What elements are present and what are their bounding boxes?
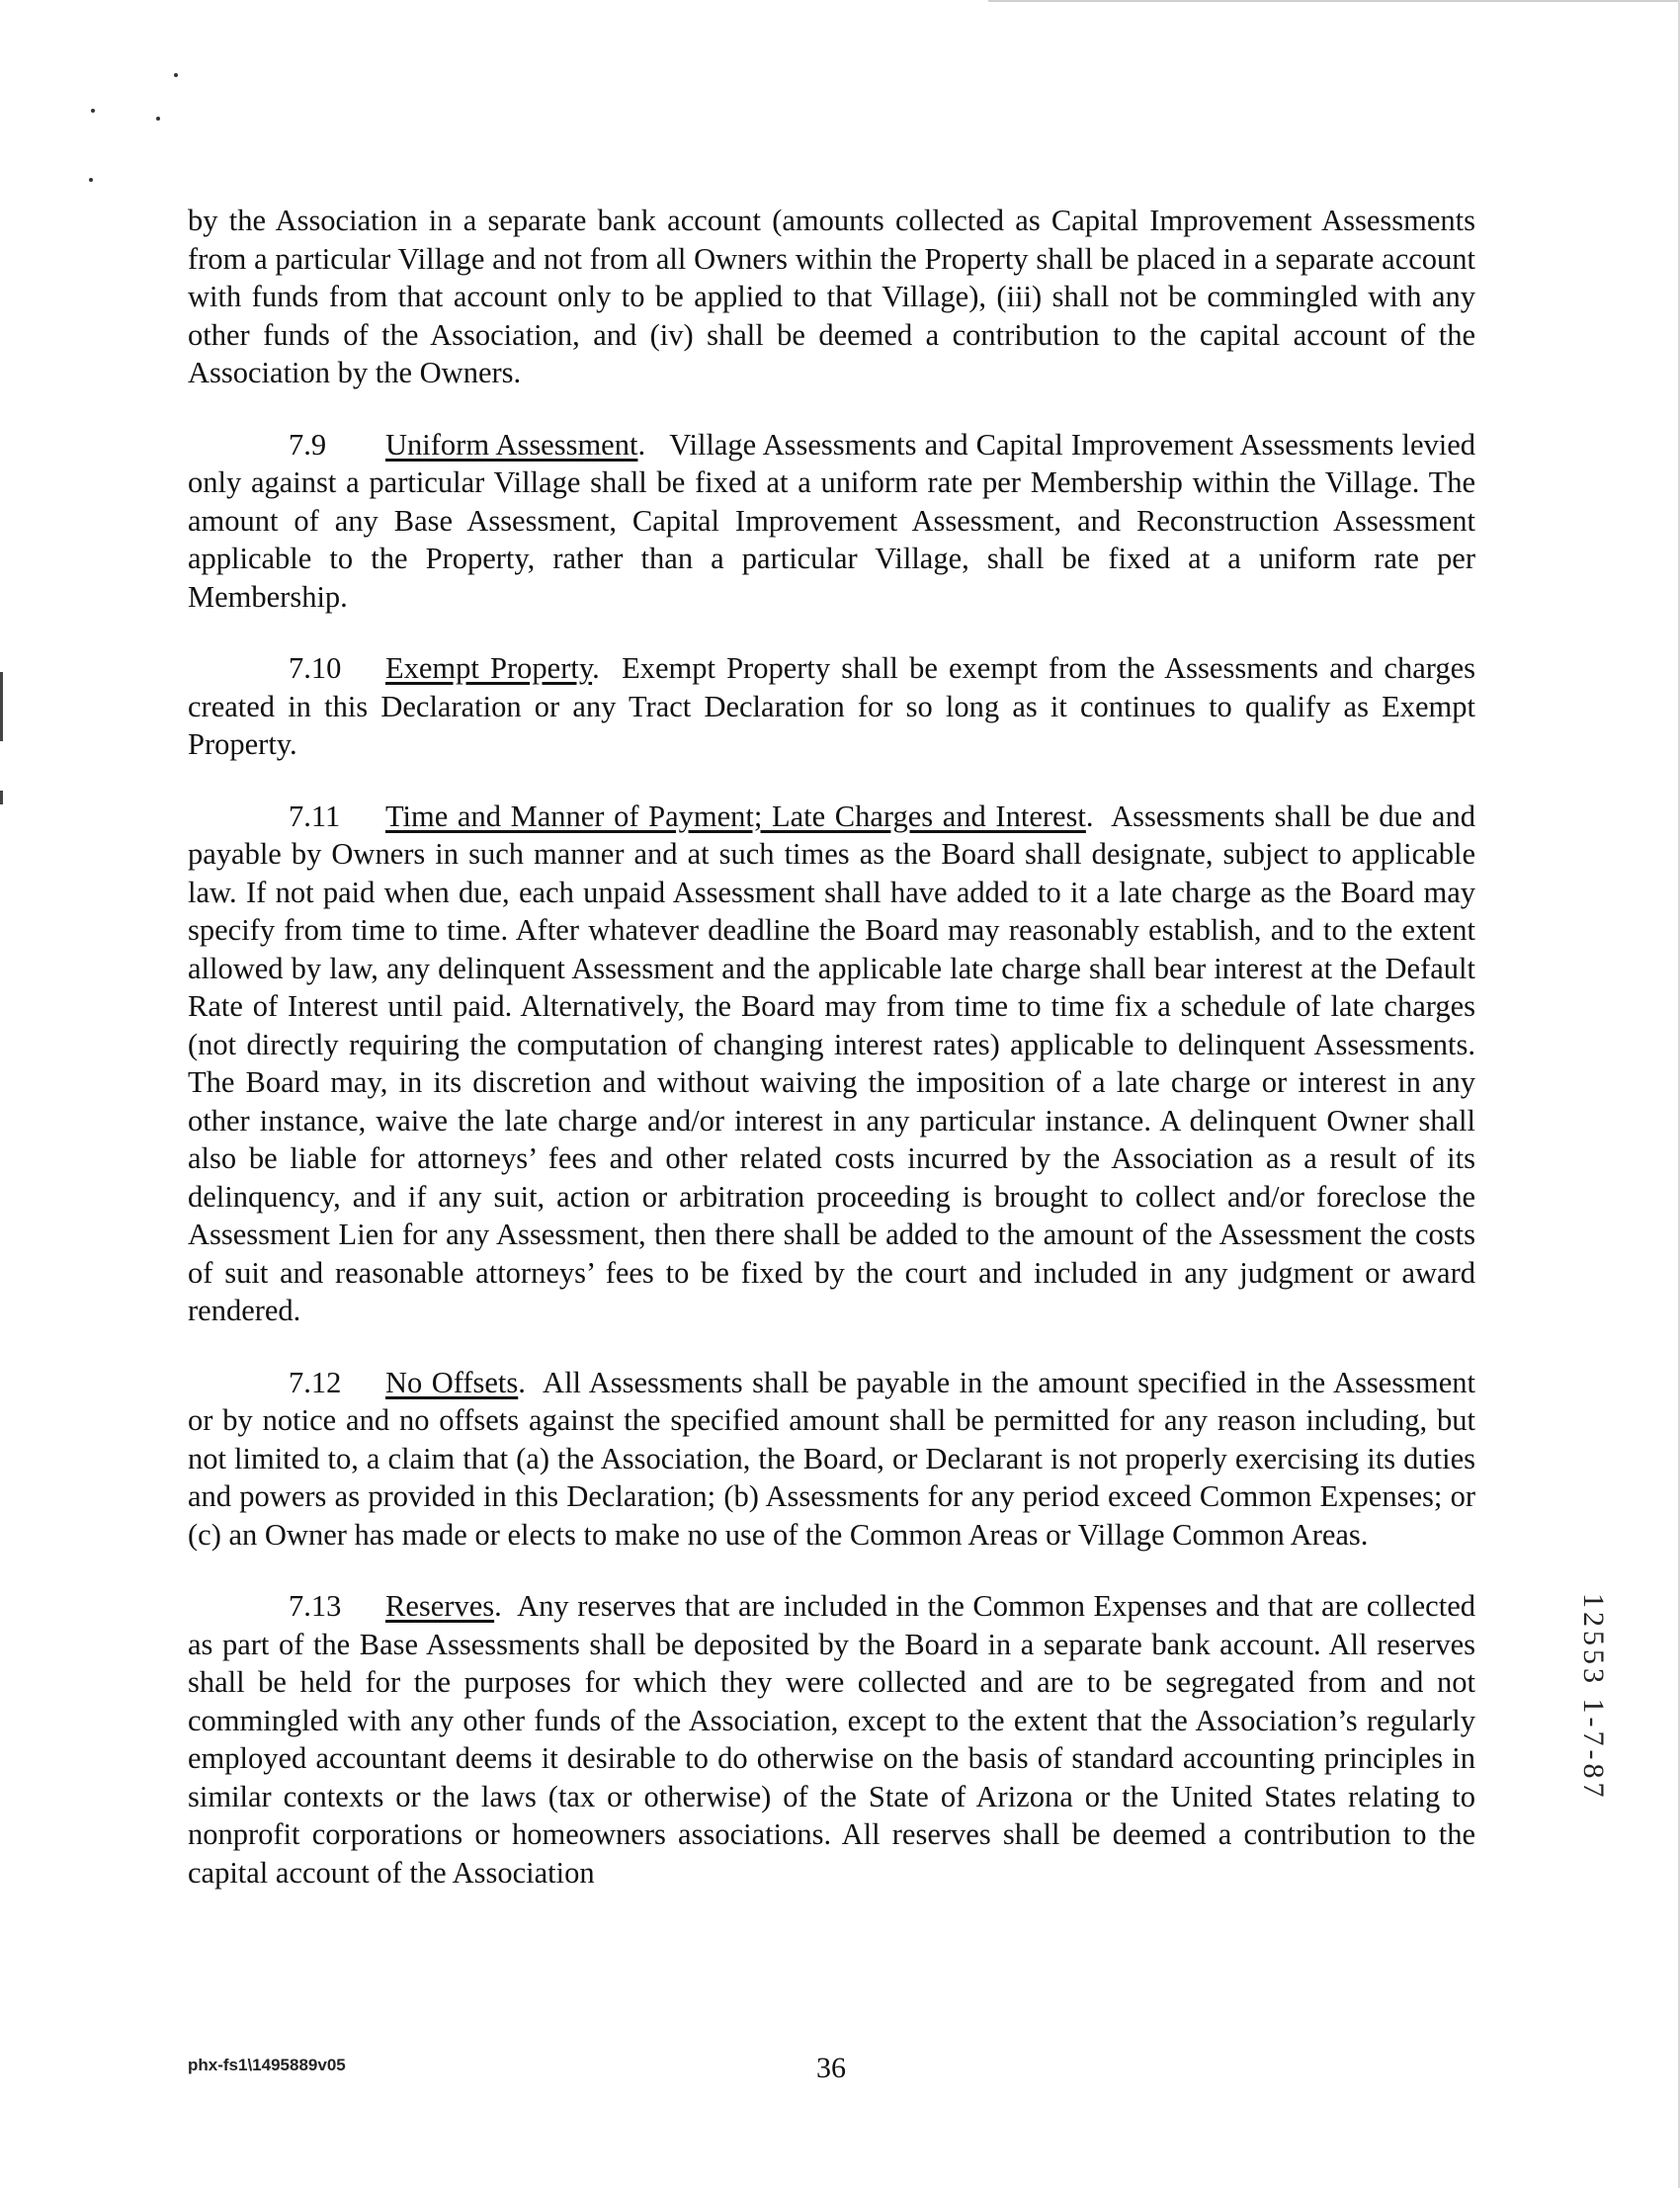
recording-stamp bbox=[1576, 1593, 1616, 1969]
footer-document-id: phx-fs1\1495889v05 bbox=[188, 2056, 346, 2074]
section-text: Any reserves that are included in the Common Expenses and that are collected as part of the Base Assessments shall be deposited by the Board in a separate bank account. All reserves shall be held for the purposes for which they were collected and are to be segregated from and not commingled with any other funds of the Association, except to the extent that the Association’s regularly employed accountant deems it desirable to do otherwise on the basis of standard accounting principles in similar contexts or the laws (tax or otherwise) of the State of Arizona or the United States relating to nonprofit corporations or homeowners associations. All reserves shall be deemed a contribution to the capital account of the Association bbox=[188, 1589, 1475, 1890]
page-number: 36 bbox=[816, 2052, 846, 2084]
section-heading: Exempt Property bbox=[385, 651, 593, 685]
scan-speck bbox=[174, 73, 178, 77]
section-7-9: 7.9 Uniform Assessment. Village Assessments and Capital Improvement Assessments levied only against a particular Village shall be fixed at a uniform rate per Membership within the Village. The amount of any Base Assessment, Capital Improvement Assessment, and Reconstruction Assessment applicable to the Property, rather than a particular Village, shall be fixed at a uniform rate per Membership. bbox=[188, 427, 1476, 614]
section-7-12: 7.12 No Offsets. All Assessments shall be payable in the amount specified in the Assessment or by notice and no offsets against the specified amount shall be permitted for any reason including, but not limited to, a claim that (a) the Association, the Board, or Declarant is not properly exercising its duties and powers as provided in this Declaration; (b) Assessments for any period exceed Common Expenses; or (c) an Owner has made or elects to make no use of the Common Areas or Village Common Areas. bbox=[188, 1365, 1475, 1552]
section-heading: Time and Manner of Payment; Late Charges and Interest bbox=[385, 799, 1086, 833]
section-text: Village Assessments and Capital Improvement Assessments levied only against a particular Village shall be fixed at a uniform rate per Membership within the Village. The amount of any Base Assessment, Capital Improvement Assessment, and Reconstruction Assessment applicable to the Property, rather than a particular Village, shall be fixed at a uniform rate per Membership. bbox=[188, 427, 1476, 614]
scan-speck bbox=[156, 117, 160, 121]
section-number: 7.10 bbox=[289, 651, 342, 685]
section-text: Exempt Property shall be exempt from the Assessments and charges created in this Declaration or any Tract Declaration for so long as it continues to qualify as Exempt Property. bbox=[188, 651, 1476, 761]
section-heading: No Offsets bbox=[385, 1365, 519, 1399]
scan-speck bbox=[91, 109, 95, 113]
section-7-11: 7.11 Time and Manner of Payment; Late Charges and Interest. Assessments shall be due and payable by Owners in such manner and at such times as the Board shall designate, subject to applicable law. If not paid when due, each unpaid Assessment shall have added to it a late charge as the Board may specify from time to time. After whatever deadline the Board may reasonably establish, and to the extent allowed by law, any delinquent Assessment and the applicable late charge shall bear interest at the Default Rate of Interest until paid. Alternatively, the Board may from time to time fix a schedule of late charges (not directly requiring the computation of changing interest rates) applicable to delinquent Assessments. The Board may, in its discretion and without waiving the imposition of a late charge or interest in any other instance, waive the late charge and/or interest in any particular instance. A delinquent Owner shall also be liable for attorneys’ fees and other related costs incurred by the Association as a result of its delinquency, and if any suit, action or arbitration proceeding is brought to collect and/or foreclose the Assessment Lien for any Assessment, then there shall be added to the amount of the Assessment the costs of suit and reasonable attorneys’ fees to be fixed by the court and included in any judgment or award rendered. bbox=[188, 799, 1475, 1327]
recording-stamp-text: 12553 1-7-87 bbox=[1577, 1593, 1610, 1802]
section-heading: Uniform Assessment bbox=[385, 427, 638, 462]
section-number: 7.13 bbox=[289, 1589, 342, 1623]
document-body bbox=[188, 202, 1475, 1925]
section-7-10: 7.10 Exempt Property. Exempt Property shall be exempt from the Assessments and charges created in this Declaration or any Tract Declaration for so long as it continues to qualify as Exempt Property. bbox=[188, 651, 1476, 761]
paragraph-continuation bbox=[188, 202, 1475, 392]
section-number: 7.12 bbox=[289, 1365, 342, 1399]
section-7-13: 7.13 Reserves. Any reserves that are included in the Common Expenses and that are collected as part of the Base Assessments shall be deposited by the Board in a separate bank account. All reserves shall be held for the purposes for which they were collected and are to be segregated from and not commingled with any other funds of the Association, except to the extent that the Association’s regularly employed accountant deems it desirable to do otherwise on the basis of standard accounting principles in similar contexts or the laws (tax or otherwise) of the State of Arizona or the United States relating to nonprofit corporations or homeowners associations. All reserves shall be deemed a contribution to the capital account of the Association bbox=[188, 1589, 1475, 1890]
scan-margin-mark bbox=[0, 672, 3, 741]
section-text: All Assessments shall be payable in the amount specified in the Assessment or by notice and no offsets against the specified amount shall be permitted for any reason including, but not limited to, a claim that (a) the Association, the Board, or Declarant is not properly exercising its duties and powers as provided in this Declaration; (b) Assessments for any period exceed Common Expenses; or (c) an Owner has made or elects to make no use of the Common Areas or Village Common Areas. bbox=[188, 1365, 1475, 1552]
section-number: 7.9 bbox=[289, 427, 327, 462]
section-text: Assessments shall be due and payable by Owners in such manner and at such times as the Board shall designate, subject to applicable law. If not paid when due, each unpaid Assessment shall have added to it a late charge as the Board may specify from time to time. After whatever deadline the Board may reasonably establish, and to the extent allowed by law, any delinquent Assessment and the applicable late charge shall bear interest at the Default Rate of Interest until paid. Alternatively, the Board may from time to time fix a schedule of late charges (not directly requiring the computation of changing interest rates) applicable to delinquent Assessments. The Board may, in its discretion and without waiving the imposition of a late charge or interest in any other instance, waive the late charge and/or interest in any particular instance. A delinquent Owner shall also be liable for attorneys’ fees and other related costs incurred by the Association as a result of its delinquency, and if any suit, action or arbitration proceeding is brought to collect and/or foreclose the Assessment Lien for any Assessment, then there shall be added to the amount of the Assessment the costs of suit and reasonable attorneys’ fees to be fixed by the court and included in any judgment or award rendered. bbox=[188, 799, 1475, 1327]
paragraph-text: by the Association in a separate bank account (amounts collected as Capital Improvement Assessments from a particular Village and not from all Owners within the Property shall be placed in a separate account with funds from that account only to be applied to that Village), (iii) shall not be commingled with any other funds of the Association, and (iv) shall be deemed a contribution to the capital account of the Association by the Owners. bbox=[188, 204, 1475, 389]
scan-top-edge bbox=[988, 0, 1680, 2]
section-heading: Reserves bbox=[385, 1589, 495, 1623]
section-number: 7.11 bbox=[289, 799, 341, 833]
scan-speck bbox=[89, 178, 93, 182]
scan-margin-mark bbox=[0, 791, 3, 804]
